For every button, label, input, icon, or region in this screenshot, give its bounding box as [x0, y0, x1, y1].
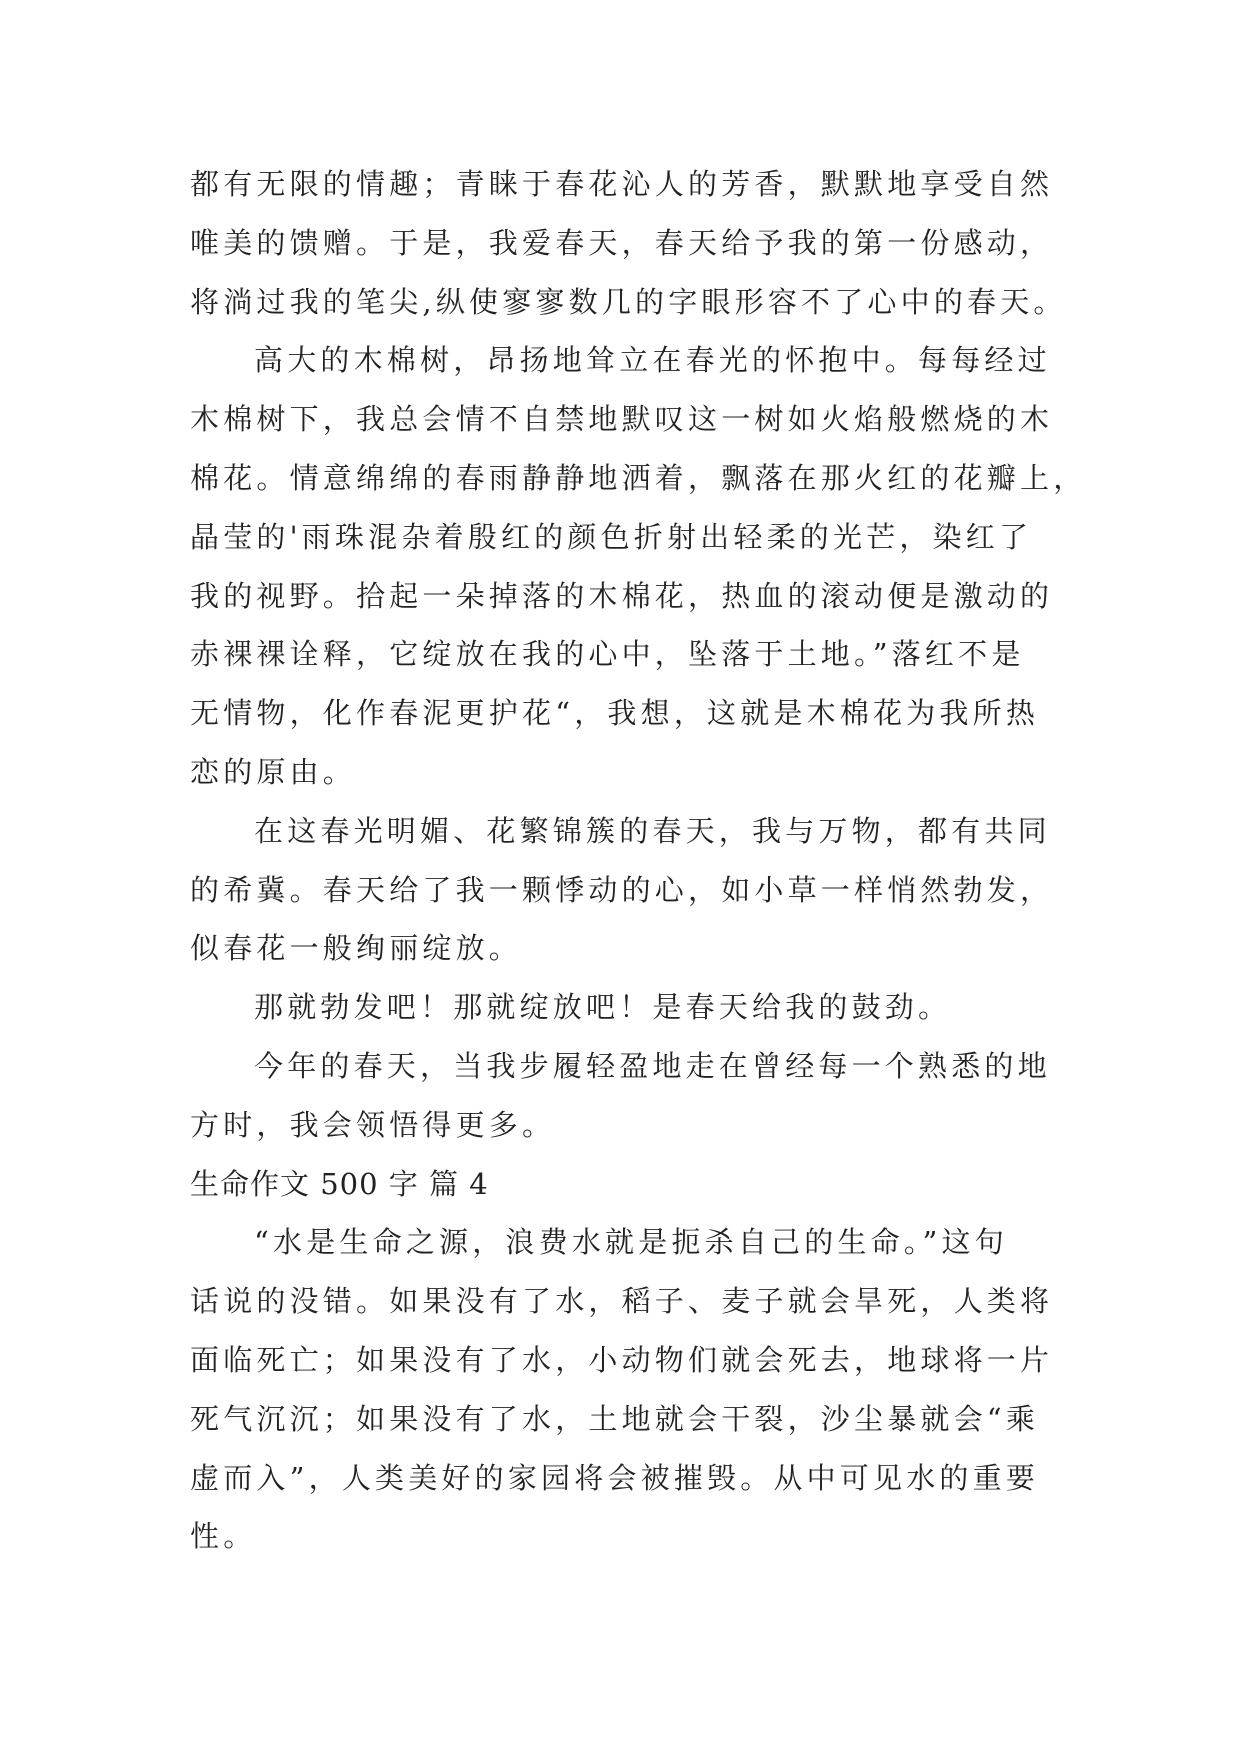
text-line: 面临死亡；如果没有了水，小动物们就会死去，地球将一片 — [190, 1342, 1054, 1377]
paragraph-first-line: “水是生命之源，浪费水就是扼杀自己的生命。”这句 — [254, 1225, 1008, 1260]
text-line: 的希冀。春天给了我一颗悸动的心，如小草一样悄然勃发， — [190, 872, 1054, 907]
section-heading: 生命作文 500 字 篇 4 — [190, 1166, 489, 1201]
paragraph-first-line: 高大的木棉树，昂扬地耸立在春光的怀抱中。每每经过 — [254, 343, 1051, 378]
text-line: 晶莹的'雨珠混杂着殷红的颜色折射出轻柔的光芒，染红了 — [190, 519, 1033, 554]
text-line: 无情物，化作春泥更护花“，我想，这就是木棉花为我所热 — [190, 696, 1040, 731]
document-body — [190, 155, 1087, 1566]
text-line: 木棉树下，我总会情不自禁地默叹这一树如火焰般燃烧的木 — [190, 402, 1054, 437]
paragraph-first-line: 在这春光明媚、花繁锦簇的春天，我与万物，都有共同 — [254, 813, 1051, 848]
text-line: 性。 — [190, 1519, 257, 1554]
text-line: 方时，我会领悟得更多。 — [190, 1107, 556, 1142]
text-line: 虚而入”，人类美好的家园将会被摧毁。从中可见水的重要 — [190, 1460, 1040, 1495]
text-line: 话说的没错。如果没有了水，稻子、麦子就会旱死，人类将 — [190, 1284, 1054, 1319]
text-line: 赤裸裸诠释，它绽放在我的心中，坠落于土地。”落红不是 — [190, 637, 1025, 672]
text-line: 将淌过我的笔尖,纵使寥寥数几的字眼形容不了心中的春天。 — [190, 284, 1067, 319]
text-line: 恋的原由。 — [190, 754, 357, 789]
text-line: 死气沉沉；如果没有了水，土地就会干裂，沙尘暴就会“乘 — [190, 1401, 1040, 1436]
text-line: 我的视野。拾起一朵掉落的木棉花，热血的滚动便是激动的 — [190, 578, 1054, 613]
text-line: 似春花一般绚丽绽放。 — [190, 931, 523, 966]
text-line: 唯美的馈赠。于是，我爱春天，春天给予我的第一份感动， — [190, 225, 1054, 260]
paragraph-first-line: 那就勃发吧！那就绽放吧！是春天给我的鼓劲。 — [254, 990, 952, 1025]
text-line: 都有无限的情趣；青睐于春花沁人的芳香，默默地享受自然 — [190, 167, 1054, 201]
paragraph-first-line: 今年的春天，当我步履轻盈地走在曾经每一个熟悉的地 — [254, 1048, 1051, 1083]
text-line: 棉花。情意绵绵的春雨静静地洒着，飘落在那火红的花瓣上， — [190, 460, 1087, 495]
